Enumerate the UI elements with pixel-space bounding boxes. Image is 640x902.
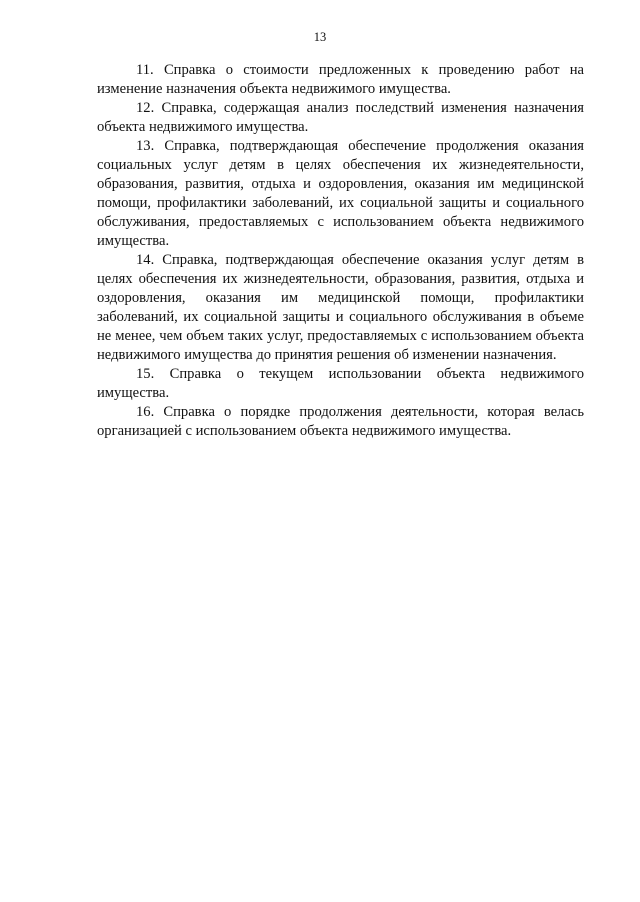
paragraph-item-15: 15. Справка о текущем использовании объекта недвижимого имущества. bbox=[97, 366, 584, 401]
paragraph-item-14: 14. Справка, подтверждающая обеспечение оказания услуг детям в целях обеспечения их жизнедеятельности, образования, развития, отдыха и оздоровления, оказания им медицинской помощи, профилактики заболеваний, их социальной защиты и социального обслуживания в объеме не менее, чем объем таких услуг, предоставляемых с использованием объекта недвижимого имущества до принятия решения об изменении назначения. bbox=[97, 252, 584, 363]
paragraph-item-16: 16. Справка о порядке продолжения деятельности, которая велась организацией с использованием объекта недвижимого имущества. bbox=[97, 404, 584, 439]
document-body bbox=[97, 61, 584, 441]
paragraph-item-12: 12. Справка, содержащая анализ последствий изменения назначения объекта недвижимого имущества. bbox=[97, 100, 584, 135]
paragraph-item-11: 11. Справка о стоимости предложенных к проведению работ на изменение назначения объекта недвижимого имущества. bbox=[97, 62, 584, 97]
page-number: 13 bbox=[313, 30, 327, 44]
paragraph-item-13: 13. Справка, подтверждающая обеспечение продолжения оказания социальных услуг детям в целях обеспечения их жизнедеятельности, образования, развития, отдыха и оздоровления, оказания им медицинской помощи, профилактики заболеваний, их социальной защиты и социального обслуживания, предоставляемых с использованием объекта недвижимого имущества. bbox=[97, 138, 584, 249]
